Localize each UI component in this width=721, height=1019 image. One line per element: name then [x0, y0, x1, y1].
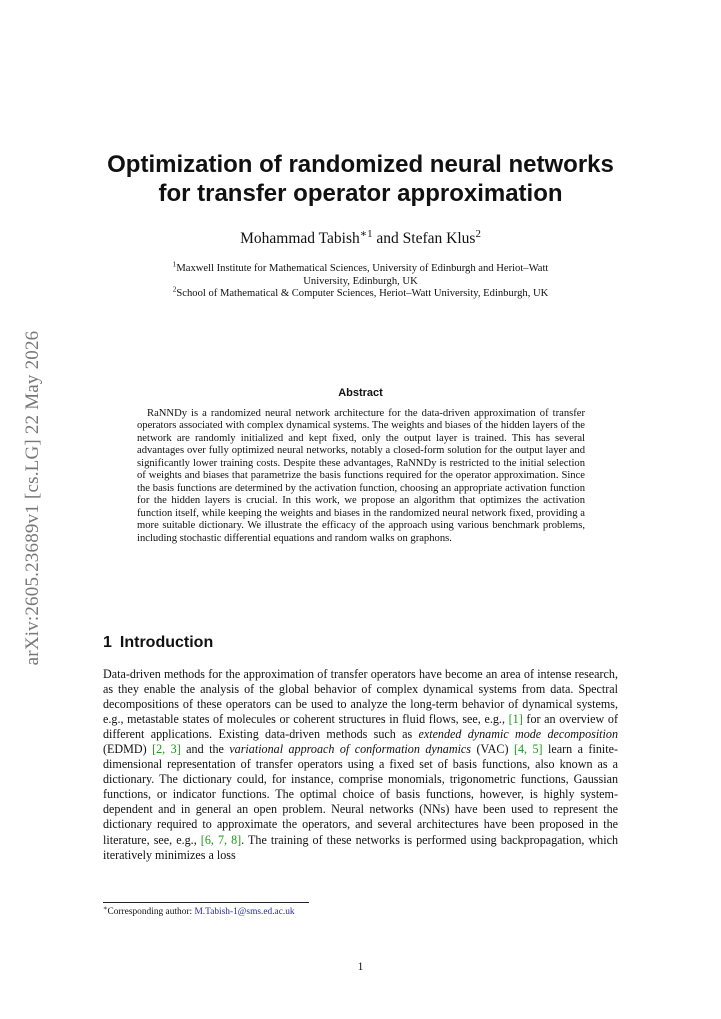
intro-text-7: . The training of these networks is performed using backpropagation, which iteratively minimizes a loss: [103, 832, 618, 862]
author-klus-marks: 2: [475, 227, 481, 240]
affiliation-2-mark: 2: [172, 284, 177, 294]
affiliation-1: [110, 259, 611, 276]
section-title: Introduction: [119, 634, 214, 651]
page-number: 1: [357, 961, 364, 973]
citation-link-1[interactable]: [1]: [508, 712, 523, 727]
citation-link-4-5[interactable]: [4, 5]: [513, 742, 543, 757]
citation-link-6-7-8[interactable]: [6, 7, 8]: [200, 832, 242, 847]
intro-text-1: Data-driven methods for the approximation of transfer operators have become an area of intense research, as they enable the analysis of the global behavior of complex dynamical systems from data. Spectral decompositions of these operators can be used to analyze the long-term behavior of dynamical systems, e.g., metastable states of molecules or coherent structures in fluid flows, see, e.g.,: [103, 667, 618, 727]
arxiv-sidebar-stamp: arXiv:2605.23689v1 [cs.LG] 22 May 2026: [22, 330, 43, 666]
affiliation-2: [110, 284, 611, 301]
section-number: 1: [103, 634, 112, 651]
email-link[interactable]: M.Tabish-1@sms.ed.ac.uk: [194, 907, 295, 917]
author-conjunction: and: [372, 230, 403, 247]
footnote-text: Corresponding author:: [107, 907, 195, 917]
footnote-mark: ∗: [103, 904, 108, 912]
author-tabish-marks: ∗1: [359, 227, 373, 240]
abstract-text: RaNNDy is a randomized neural network architecture for the data-driven approximation of transfer operators associated with complex dynamical systems. The weights and biases of the hidden layers of the network are randomly initialized and kept fixed, only the output layer is trained. This has several advantages over fully optimized neural networks, notably a closed-form solution for the output layer and significantly lower training costs. Despite these advantages, RaNNDy is restricted to the initial selection of weights and biases that parametrize the basis functions required for the operator approximation. Since the basis functions are determined by the activation function, choosing an appropriate activation function for the hidden layers is crucial. In this work, we propose an algorithm that optimizes the activation function itself, while keeping the weights and biases in the randomized neural network fixed, providing a more suitable dictionary. We illustrate the efficacy of the approach using various benchmark problems, including stochastic differential equations and random walks on graphons.: [137, 408, 585, 544]
term-edmd: extended dynamic mode decomposition: [418, 727, 618, 742]
section-heading-introduction: [103, 633, 213, 653]
footnote: [103, 906, 618, 918]
intro-text-4: and the: [180, 742, 230, 757]
affiliation-1-cont: University, Edinburgh, UK: [303, 275, 418, 287]
footnote-rule: [103, 902, 309, 903]
paper-title: [80, 150, 641, 208]
affiliation-1-line-1: Maxwell Institute for Mathematical Sciences, University of Edinburgh and Heriot–Watt: [176, 263, 549, 274]
intro-text-3: (EDMD): [103, 742, 153, 757]
citation-link-2-3[interactable]: [2, 3]: [152, 742, 181, 757]
intro-text-5: (VAC): [471, 742, 514, 757]
affiliation-1-mark: 1: [172, 259, 177, 269]
introduction-paragraph: [103, 667, 618, 863]
term-vac: variational approach of conformation dynamics: [229, 742, 472, 757]
affiliations: [110, 259, 611, 301]
author-tabish: Mohammad Tabish: [240, 230, 360, 247]
abstract-heading: Abstract: [338, 387, 383, 399]
author-list: [100, 229, 621, 249]
intro-text-2: for an overview of different applications. Existing data-driven methods such as: [103, 712, 618, 742]
author-klus: Stefan Klus: [402, 230, 476, 247]
affiliation-2-text: School of Mathematical & Computer Sciences, Heriot–Watt University, Edinburgh, UK: [176, 288, 549, 299]
title-line-2: for transfer operator approximation: [158, 180, 563, 207]
intro-text-6: learn a finite-dimensional representation of transfer operators using a fixed set of basis functions, also known as a dictionary. The dictionary could, for instance, comprise monomials, trigonometric functions, Gaussian functions, or indicator functions. The optimal choice of basis functions, however, is highly system-dependent and in general an open problem. Neural networks (NNs) have been used to represent the dictionary required to approximate the operators, and several architectures have been proposed in the literature, see, e.g.,: [103, 742, 618, 847]
title-line-1: Optimization of randomized neural networks: [107, 151, 614, 178]
